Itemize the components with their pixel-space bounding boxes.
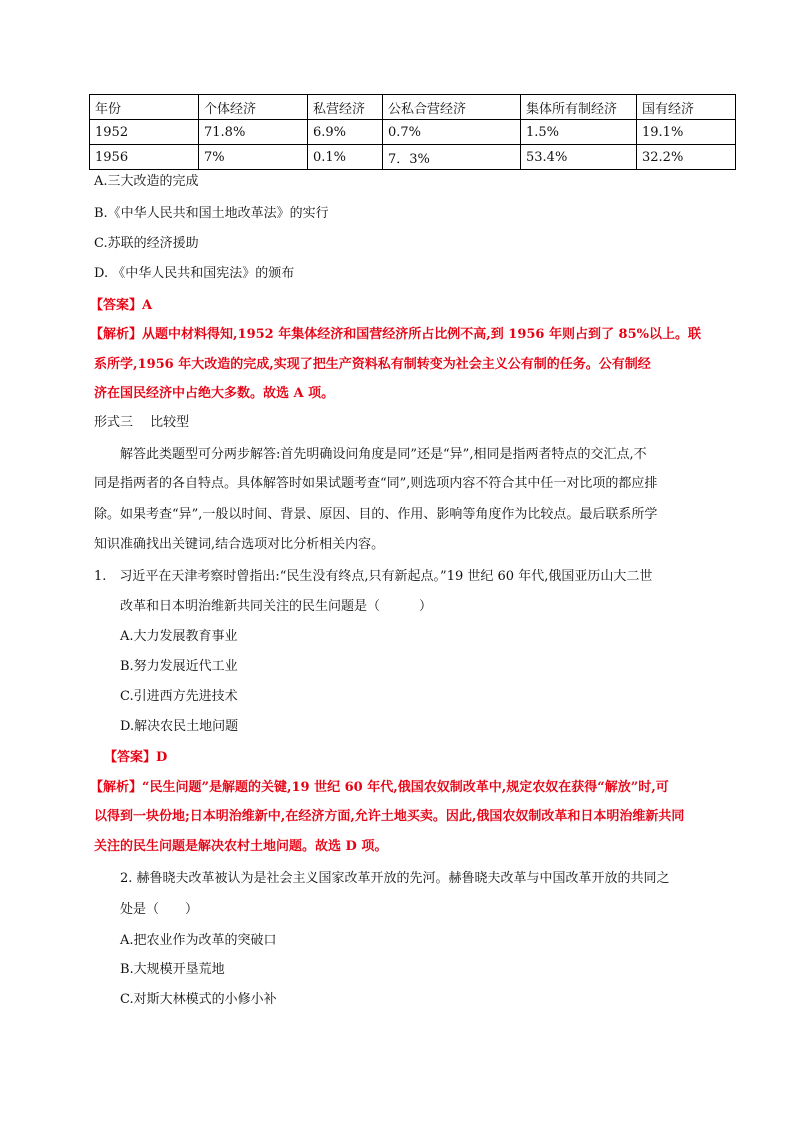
table-header-cell: 年份	[90, 95, 199, 120]
analysis-text: 以得到一块份地;日本明治维新中,在经济方面,允许土地买卖。因此,俄国农奴制改革和日本明治维新共同	[94, 809, 685, 824]
option-a: A.大力发展教育事业	[120, 629, 238, 644]
table-header-cell: 个体经济	[199, 95, 308, 120]
question-stem: 改革和日本明治维新共同关注的民生问题是（ ）	[120, 599, 433, 614]
table-cell: 7%	[199, 145, 308, 170]
economy-structure-table	[89, 94, 736, 170]
option-a: A.三大改造的完成	[94, 174, 199, 189]
analysis-text: 系所学,1956 年大改造的完成,实现了把生产资料私有制转变为社会主义公有制的任务。公有制经	[94, 357, 651, 372]
section-paragraph: 同是指两者的各自特点。具体解答时如果试题考查“同”,则选项内容不符合其中任一对比项的都应排	[94, 476, 658, 491]
table-cell: 1952	[90, 120, 199, 145]
option-c: C.苏联的经济援助	[94, 236, 199, 251]
analysis-text: 济在国民经济中占绝大多数。故选 A 项。	[94, 386, 335, 401]
section-paragraph: 知识准确找出关键词,结合选项对比分析相关内容。	[94, 537, 385, 552]
table-header-cell: 私营经济	[308, 95, 383, 120]
answer-label: 【答案】A	[90, 298, 153, 313]
option-c: C.引进西方先进技术	[120, 689, 238, 704]
section-title: 形式三 比较型	[94, 415, 190, 430]
table-row	[90, 145, 736, 170]
table-cell: 53.4%	[521, 145, 637, 170]
table-cell: 0.1%	[308, 145, 383, 170]
analysis-text: 【解析】从题中材料得知,1952 年集体经济和国营经济所占比例不高,到 1956 年则占到了 85%以上。联	[90, 327, 701, 342]
option-a: A.把农业作为改革的突破口	[120, 933, 277, 948]
question-stem: 1. 习近平在天津考察时曾指出:“民生没有终点,只有新起点。”19 世纪 60 年代,俄国亚历山大二世	[94, 569, 653, 584]
table-cell: 6.9%	[308, 120, 383, 145]
table-header-row	[90, 95, 736, 120]
option-b: B.《中华人民共和国土地改革法》的实行	[94, 206, 329, 221]
table-cell: 7．3%	[383, 145, 521, 170]
table-header-cell: 公私合营经济	[383, 95, 521, 120]
table-cell: 32.2%	[637, 145, 736, 170]
option-c: C.对斯大林模式的小修小补	[120, 992, 277, 1007]
table-cell: 71.8%	[199, 120, 308, 145]
question-stem: 2. 赫鲁晓夫改革被认为是社会主义国家改革开放的先河。赫鲁晓夫改革与中国改革开放的共同之	[120, 871, 670, 886]
table-cell: 0.7%	[383, 120, 521, 145]
section-paragraph: 除。如果考查“异”,一般以时间、背景、原因、目的、作用、影响等角度作为比较点。最后联系所学	[94, 507, 658, 522]
table-row	[90, 120, 736, 145]
analysis-text: 【解析】“民生问题”是解题的关键,19 世纪 60 年代,俄国农奴制改革中,规定农奴在获得“解放”时,可	[90, 780, 669, 795]
option-d: D. 《中华人民共和国宪法》的颁布	[94, 266, 295, 281]
table-header-cell: 国有经济	[637, 95, 736, 120]
answer-label: 【答案】D	[104, 750, 168, 765]
table-cell: 19.1%	[637, 120, 736, 145]
table-header-cell: 集体所有制经济	[521, 95, 637, 120]
analysis-text: 关注的民生问题是解决农村土地问题。故选 D 项。	[94, 839, 388, 854]
option-b: B.大规模开垦荒地	[120, 962, 225, 977]
table-cell: 1956	[90, 145, 199, 170]
option-b: B.努力发展近代工业	[120, 659, 238, 674]
section-paragraph: 解答此类题型可分两步解答:首先明确设问角度是同”还是“异”,相同是指两者特点的交汇点,不	[120, 447, 647, 462]
option-d: D.解决农民土地问题	[120, 719, 239, 734]
question-stem: 处是（ ）	[120, 902, 199, 917]
table-cell: 1.5%	[521, 120, 637, 145]
